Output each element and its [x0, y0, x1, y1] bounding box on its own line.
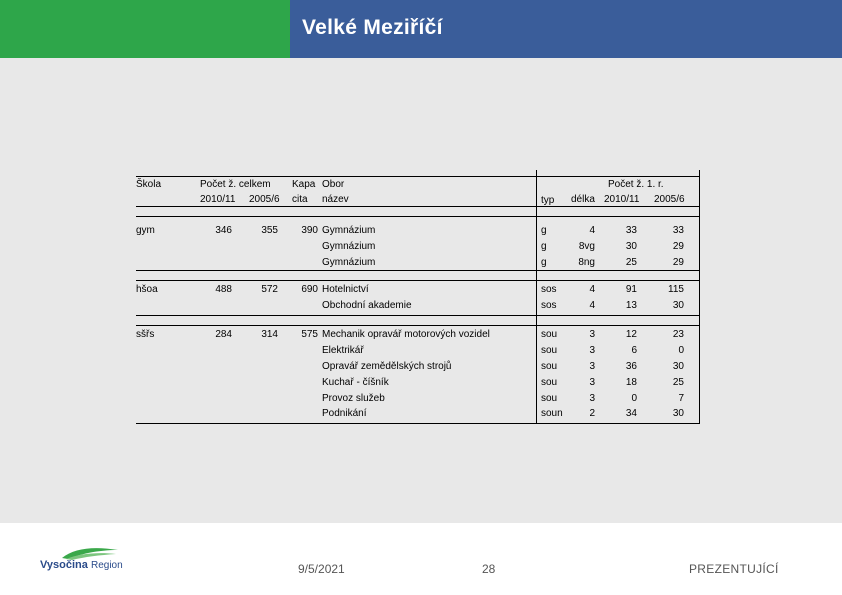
rule-header-bottom — [136, 206, 700, 207]
school-total-2005: 572 — [261, 284, 278, 295]
program-y2010: 13 — [625, 300, 637, 311]
rule-hsoa-bottom — [136, 315, 700, 316]
program-name: Gymnázium — [322, 257, 376, 268]
header-cita: cita — [292, 194, 308, 205]
program-type: sou — [541, 377, 558, 388]
program-type: sou — [541, 361, 558, 372]
program-type: sou — [541, 345, 558, 356]
program-length: 3 — [589, 345, 595, 356]
program-y2010: 6 — [631, 345, 637, 356]
school-total-2010: 346 — [215, 225, 232, 236]
program-length: 3 — [589, 377, 595, 388]
program-y2005: 115 — [668, 284, 684, 295]
rule-vertical-right — [699, 170, 700, 424]
program-length: 8vg — [578, 241, 595, 252]
program-y2005: 29 — [672, 241, 684, 252]
program-y2005: 0 — [678, 345, 684, 356]
program-y2010: 36 — [625, 361, 637, 372]
header-delka: délka — [571, 194, 595, 205]
school-capacity: 390 — [301, 225, 318, 236]
program-y2010: 0 — [631, 393, 637, 404]
program-y2005: 25 — [672, 377, 684, 388]
header-year-2005-b: 2005/6 — [654, 194, 685, 205]
footer-page-number: 28 — [482, 562, 496, 576]
school-total-2005: 355 — [261, 225, 278, 236]
school-name: gym — [136, 225, 155, 236]
header-green-block — [0, 0, 290, 58]
program-name: Gymnázium — [322, 225, 376, 236]
program-y2010: 34 — [625, 408, 637, 419]
footer-date: 9/5/2021 — [298, 562, 345, 576]
program-name: Provoz služeb — [322, 393, 385, 404]
program-y2005: 30 — [672, 361, 684, 372]
header-year-2005: 2005/6 — [249, 194, 280, 205]
program-y2010: 91 — [625, 284, 637, 295]
program-y2005: 23 — [672, 329, 684, 340]
rule-bottom — [136, 423, 700, 424]
program-type: sos — [541, 284, 557, 295]
program-type: g — [541, 241, 547, 252]
program-name: Podnikání — [322, 408, 367, 419]
program-y2005: 30 — [672, 300, 684, 311]
header-kapa: Kapa — [292, 179, 316, 190]
rule-vertical-typ — [536, 170, 537, 424]
program-name: Kuchař - číšník — [322, 377, 389, 388]
logo-word-region: Region — [90, 560, 123, 571]
schools-table — [136, 170, 700, 424]
school-total-2010: 488 — [215, 284, 232, 295]
program-name: Opravář zemědělských strojů — [322, 361, 452, 372]
logo-text — [40, 559, 123, 571]
program-length: 2 — [589, 408, 595, 419]
program-name: Mechanik opravář motorových vozidel — [322, 329, 490, 340]
program-type: sou — [541, 329, 558, 340]
program-type: g — [541, 225, 547, 236]
program-type: sos — [541, 300, 557, 311]
rule-gym-bottom — [136, 270, 700, 271]
program-y2005: 33 — [672, 225, 684, 236]
school-total-2005: 314 — [261, 329, 278, 340]
program-y2005: 30 — [672, 408, 684, 419]
school-total-2010: 284 — [215, 329, 232, 340]
program-name: Gymnázium — [322, 241, 376, 252]
vysocina-region-logo — [40, 546, 140, 576]
program-length: 8ng — [578, 257, 595, 268]
rule-hsoa-gap — [136, 325, 700, 326]
program-name: Hotelnictví — [322, 284, 369, 295]
school-name: hšoa — [136, 284, 158, 295]
program-length: 4 — [589, 284, 595, 295]
school-name: sšřs — [136, 329, 155, 340]
program-y2010: 18 — [625, 377, 637, 388]
program-type: soun — [541, 408, 563, 419]
header-obor: Obor — [322, 179, 345, 190]
program-length: 4 — [589, 300, 595, 311]
logo-swoosh-icon — [60, 546, 120, 560]
program-y2010: 12 — [625, 329, 637, 340]
program-type: g — [541, 257, 547, 268]
program-y2010: 30 — [625, 241, 637, 252]
header-nazev: název — [322, 194, 349, 205]
rule-gym-gap — [136, 280, 700, 281]
header-pocet-1r: Počet ž. 1. r. — [608, 179, 664, 190]
program-name: Obchodní akademie — [322, 300, 412, 311]
footer-presenter: PREZENTUJÍCÍ — [689, 562, 779, 576]
header-year-2010-b: 2010/11 — [604, 194, 640, 205]
program-name: Elektrikář — [322, 345, 364, 356]
rule-header-gap — [136, 216, 700, 217]
header-typ: typ — [541, 195, 555, 206]
program-y2010: 25 — [625, 257, 637, 268]
program-type: sou — [541, 393, 558, 404]
logo-word-vysocina: Vysočina — [40, 559, 88, 571]
header-skola: Škola — [136, 179, 162, 190]
program-length: 4 — [589, 225, 595, 236]
school-capacity: 690 — [301, 284, 318, 295]
program-length: 3 — [589, 361, 595, 372]
program-length: 3 — [589, 329, 595, 340]
rule-top — [136, 176, 700, 177]
header-bar — [0, 0, 842, 58]
school-capacity: 575 — [301, 329, 318, 340]
program-y2005: 7 — [678, 393, 684, 404]
program-y2005: 29 — [672, 257, 684, 268]
header-year-2010: 2010/11 — [200, 194, 236, 205]
program-length: 3 — [589, 393, 595, 404]
slide-title: Velké Meziříčí — [302, 16, 443, 39]
program-y2010: 33 — [625, 225, 637, 236]
header-pocet-celkem: Počet ž. celkem — [200, 179, 271, 190]
